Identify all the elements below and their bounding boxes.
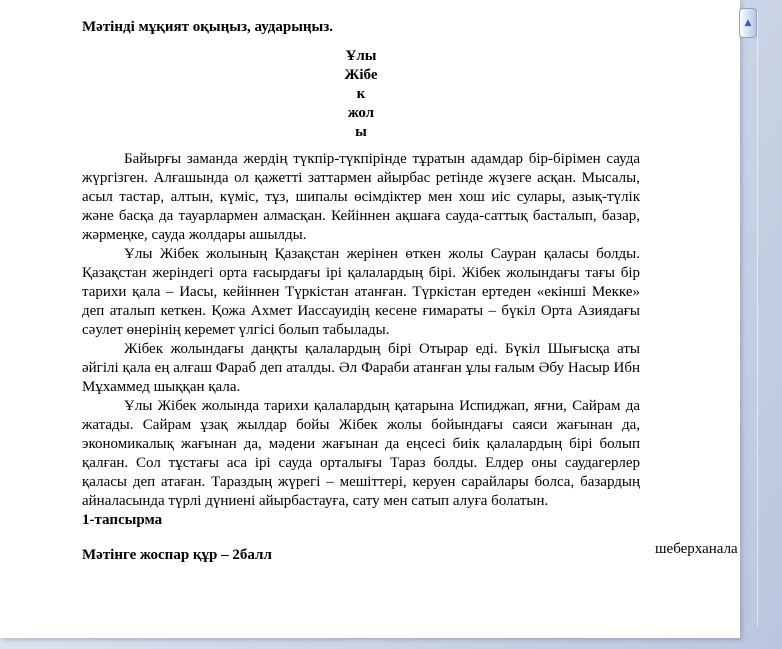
document-content [82,18,640,565]
title-line: жол [347,105,375,121]
paragraph: Ұлы Жібек жолында тарихи қалалардың қатарына Испиджап, яғни, Сайрам да жатады. Сайрам ұзақ жылдар бойы Жібек жолы бойындағы саяси жағынан да, экономикалық жағынан да, мәдени жағынан да еңсесі биік қалалардың бірі болып қалған. Сол тұстағы аса ірі сауда орталығы Тараз болды. Елдер оны саудагерлер қаласы деп атаған. Тараздың жүрегі – мешіттері, керуен сарайлары болса, базардың айналасында түрлі дүниені айырбастауға, сату мен сатып алуға болатын. [82,398,640,509]
document-title [82,47,640,142]
title-line: к [356,86,366,102]
margin-overflow-word: шеберханала [655,541,738,557]
title-line: Жібе [344,67,378,83]
scroll-up-icon: ▲ [744,17,752,28]
title-line: Ұлы [345,48,377,64]
paragraph: Ұлы Жібек жолының Қазақстан жерінен өткен жолы Сауран қаласы болды. Қазақстан жеріндегі орта ғасырдағы ірі қалалардың бірі. Жібек жолындағы тағы бір тарихи қала – Иасы, кейіннен Түркістан атанған. Түркістан ертеден «екінші Мекке» деп аталып кеткен. Қожа Ахмет Иассауидің кесене ғимараты – бүкіл Орта Азиядағы сәулет өнерінің керемет үлгісі болып табылады. [82,246,640,338]
paragraph: Байырғы заманда жердің түкпір-түкпірінде тұратын адамдар бір-бірімен сауда жүргізген. Алғашында ол қажетті заттармен айырбас ретінде жүзеге асқан. Мысалы, асыл тастар, алтын, күміс, тұз, шипалы өсімдіктер мен хош иіс сулары, азық-түлік және басқа да тауарлармен алмасқан. Кейіннен ақшаға сауда-саттық басталып, базар, жәрмеңке, сауда жолдары ашылды. [82,151,640,243]
title-line: ы [355,124,367,140]
scroll-up-button[interactable] [739,8,757,38]
task-instruction: Мәтінге жоспар құр – 2балл [82,547,272,563]
paragraph: Жібек жолындағы даңқты қалалардың бірі Отырар еді. Бүкіл Шығысқа аты әйгілі қала ең алғаш Фараб деп аталды. Әл Фараби атанған ұлы ғалым Әбу Насыр Ибн Мұхаммед шыққан қала. [82,341,640,395]
task-label: 1-тапсырма [82,512,163,528]
instruction-heading: Мәтінді мұқият оқыңыз, аударыңыз. [82,19,334,35]
scrollbar-track[interactable] [757,12,758,627]
